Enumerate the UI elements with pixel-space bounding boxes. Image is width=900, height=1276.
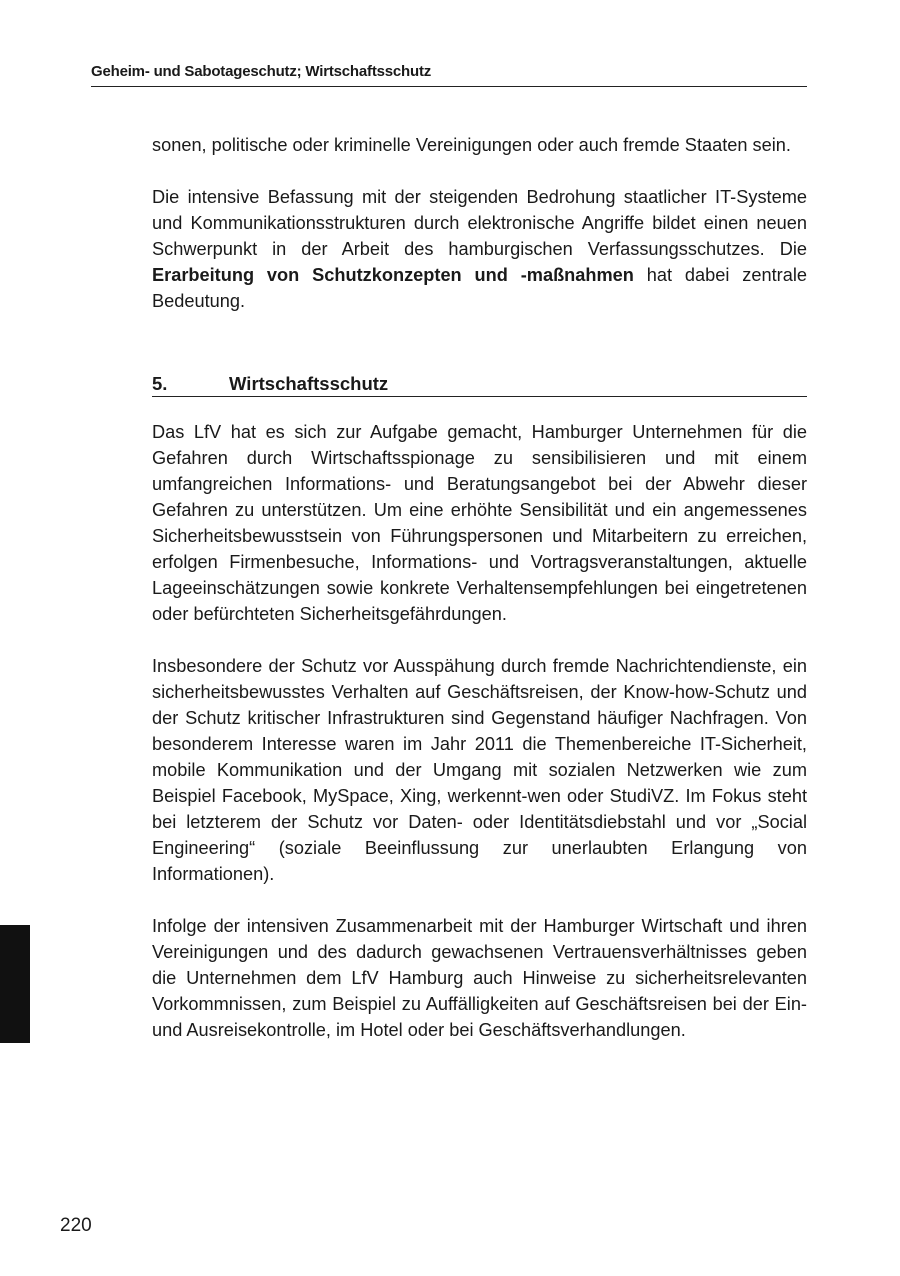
- section-paragraph: Insbesondere der Schutz vor Ausspähung durch fremde Nachrichtendienste, ein sicherheitsbewusstes Verhalten auf Geschäftsreisen, der Know-how-Schutz und der Schutz kritischer Infrastrukturen sind Gegenstand häufiger Nachfragen. Von besonderem Interesse waren im Jahr 2011 die Themenbereiche IT-Sicherheit, mobile Kommunikation und der Umgang mit sozialen Netzwerken wie zum Beispiel Facebook, MySpace, Xing, werkennt-wen oder StudiVZ. Im Fokus steht bei letzterem der Schutz vor Daten- oder Identitätsdiebstahl und vor „Social Engineering“ (soziale Beeinflussung zur unerlaubten Erlangung von Informationen).: [152, 656, 807, 884]
- page-number: 220: [60, 1215, 92, 1236]
- paragraph-it-security: [152, 184, 807, 314]
- paragraph-it-security-start: Die intensive Befassung mit der steigenden Bedrohung staatlicher IT-Systeme und Kommunikationsstrukturen durch elektronische Angriffe bildet einen neuen Schwerpunkt in der Arbeit des hamburgischen Verfassungsschutzes. Die: [152, 187, 807, 259]
- chapter-thumb-tab: [0, 925, 30, 1043]
- section-title: Wirtschaftsschutz: [229, 373, 389, 394]
- paragraph-it-security-end: hat dabei zentrale Bedeutung.: [152, 265, 807, 311]
- spacer: [152, 314, 807, 366]
- page-body: [152, 132, 807, 1043]
- section-paragraph: Infolge der intensiven Zusammenarbeit mit der Hamburger Wirtschaft und ihren Vereinigungen und des dadurch gewachsenen Vertrauensverhältnisses geben die Unternehmen dem LfV Hamburg auch Hinweise zu sicherheitsrelevanten Vorkommnissen, zum Beispiel zu Auffälligkeiten auf Geschäftsreisen bei der Ein- und Ausreisekontrolle, im Hotel oder bei Geschäftsverhandlungen.: [152, 916, 807, 1040]
- paragraph-continued: sonen, politische oder kriminelle Vereinigungen oder auch fremde Staaten sein.: [152, 135, 791, 155]
- section-heading: [152, 366, 807, 397]
- section-number: 5.: [152, 373, 168, 394]
- section-paragraph: Das LfV hat es sich zur Aufgabe gemacht, Hamburger Unternehmen für die Gefahren durch Wirtschaftsspionage zu sensibilisieren und mit einem umfangreichen Informations- und Beratungsangebot bei der Abwehr dieser Gefahren zu unterstützen. Um eine erhöhte Sensibilität und ein angemessenes Sicherheitsbewusstsein von Führungspersonen und Mitarbeitern zu erreichen, erfolgen Firmenbesuche, Informations- und Vortragsveranstaltungen, aktuelle Lageeinschätzungen sowie konkrete Verhaltensempfehlungen bei eingetretenen oder befürchteten Sicherheitsgefährdungen.: [152, 422, 807, 624]
- paragraph-it-security-bold: Erarbeitung von Schutzkonzepten und -maßnahmen: [152, 265, 634, 285]
- running-header: [91, 62, 807, 87]
- running-header-title: Geheim- und Sabotageschutz; Wirtschaftsschutz: [91, 63, 432, 80]
